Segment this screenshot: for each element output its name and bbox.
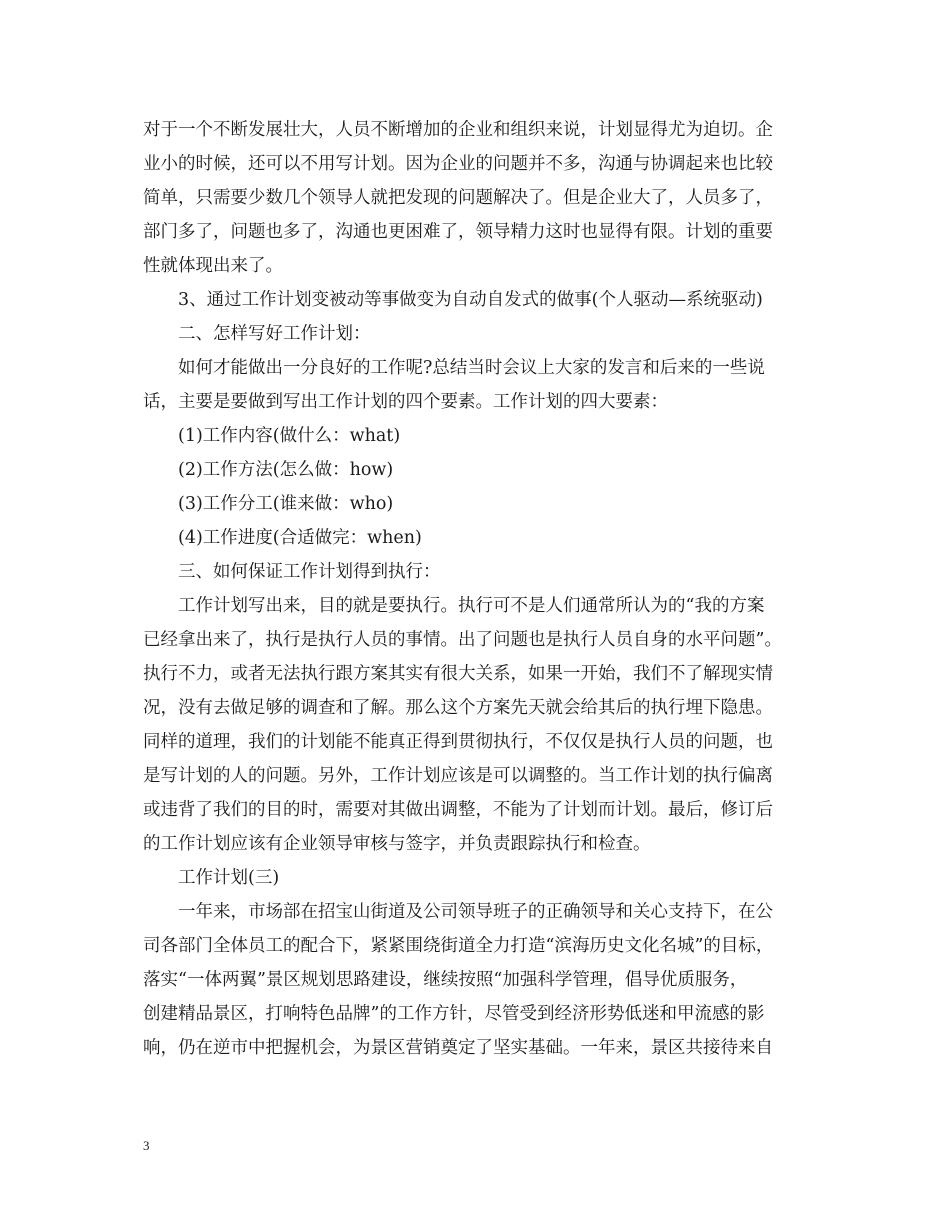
text-line: 工作计划(三) bbox=[178, 868, 280, 888]
text-line: 司各部门全体员工的配合下，紧紧围绕街道全力打造“滨海历史文化名城”的目标， bbox=[143, 936, 774, 956]
text-line: 或违背了我们的目的时，需要对其做出调整，不能为了计划而计划。最后，修订后 bbox=[143, 800, 773, 820]
text-line: 对于一个不断发展壮大，人员不断增加的企业和组织来说，计划显得尤为迫切。企 bbox=[143, 120, 773, 140]
text-line: 话，主要是要做到写出工作计划的四个要素。工作计划的四大要素： bbox=[143, 392, 668, 412]
text-line: 响，仍在逆市中把握机会，为景区营销奠定了坚实基础。一年来，景区共接待来自 bbox=[143, 1038, 773, 1058]
text-line: (2)工作方法(怎么做：how) bbox=[178, 460, 394, 480]
text-line: 一年来，市场部在招宝山街道及公司领导班子的正确领导和关心支持下，在公 bbox=[178, 902, 773, 922]
text-line: 业小的时候，还可以不用写计划。因为企业的问题并不多，沟通与协调起来也比较 bbox=[143, 154, 773, 174]
text-line: 工作计划写出来，目的就是要执行。执行可不是人们通常所认为的“我的方案 bbox=[178, 596, 765, 616]
page-number: 3 bbox=[143, 1138, 150, 1153]
text-line: 三、如何保证工作计划得到执行： bbox=[178, 562, 441, 582]
text-line: 部门多了，问题也多了，沟通也更困难了，领导精力这时也显得有限。计划的重要 bbox=[143, 222, 773, 242]
text-line: 的工作计划应该有企业领导审核与签字，并负责跟踪执行和检查。 bbox=[143, 834, 651, 854]
text-line: 如何才能做出一分良好的工作呢?总结当时会议上大家的发言和后来的一些说 bbox=[178, 358, 765, 378]
text-line: 简单，只需要少数几个领导人就把发现的问题解决了。但是企业大了，人员多了， bbox=[143, 188, 773, 208]
text-line: 已经拿出来了，执行是执行人员的事情。出了问题也是执行人员自身的水平问题”。 bbox=[143, 630, 782, 650]
text-line: 落实“一体两翼”景区规划思路建设，继续按照“加强科学管理，倡导优质服务， bbox=[143, 970, 748, 990]
text-line: 3、通过工作计划变被动等事做变为自动自发式的做事(个人驱动—系统驱动) bbox=[178, 290, 763, 310]
text-line: 二、怎样写好工作计划： bbox=[178, 324, 371, 344]
text-line: 执行不力，或者无法执行跟方案其实有很大关系，如果一开始，我们不了解现实情 bbox=[143, 664, 773, 684]
text-line: (4)工作进度(合适做完：when) bbox=[178, 528, 422, 548]
text-line: 性就体现出来了。 bbox=[143, 256, 283, 276]
text-line: 况，没有去做足够的调查和了解。那么这个方案先天就会给其后的执行埋下隐患。 bbox=[143, 698, 773, 718]
text-line: (1)工作内容(做什么：what) bbox=[178, 426, 401, 446]
text-line: (3)工作分工(谁来做：who) bbox=[178, 494, 394, 514]
text-line: 创建精品景区，打响特色品牌”的工作方针，尽管受到经济形势低迷和甲流感的影 bbox=[143, 1004, 765, 1024]
text-line: 是写计划的人的问题。另外，工作计划应该是可以调整的。当工作计划的执行偏离 bbox=[143, 766, 773, 786]
document-body bbox=[143, 113, 823, 1065]
text-line: 同样的道理，我们的计划能不能真正得到贯彻执行，不仅仅是执行人员的问题，也 bbox=[143, 732, 773, 752]
